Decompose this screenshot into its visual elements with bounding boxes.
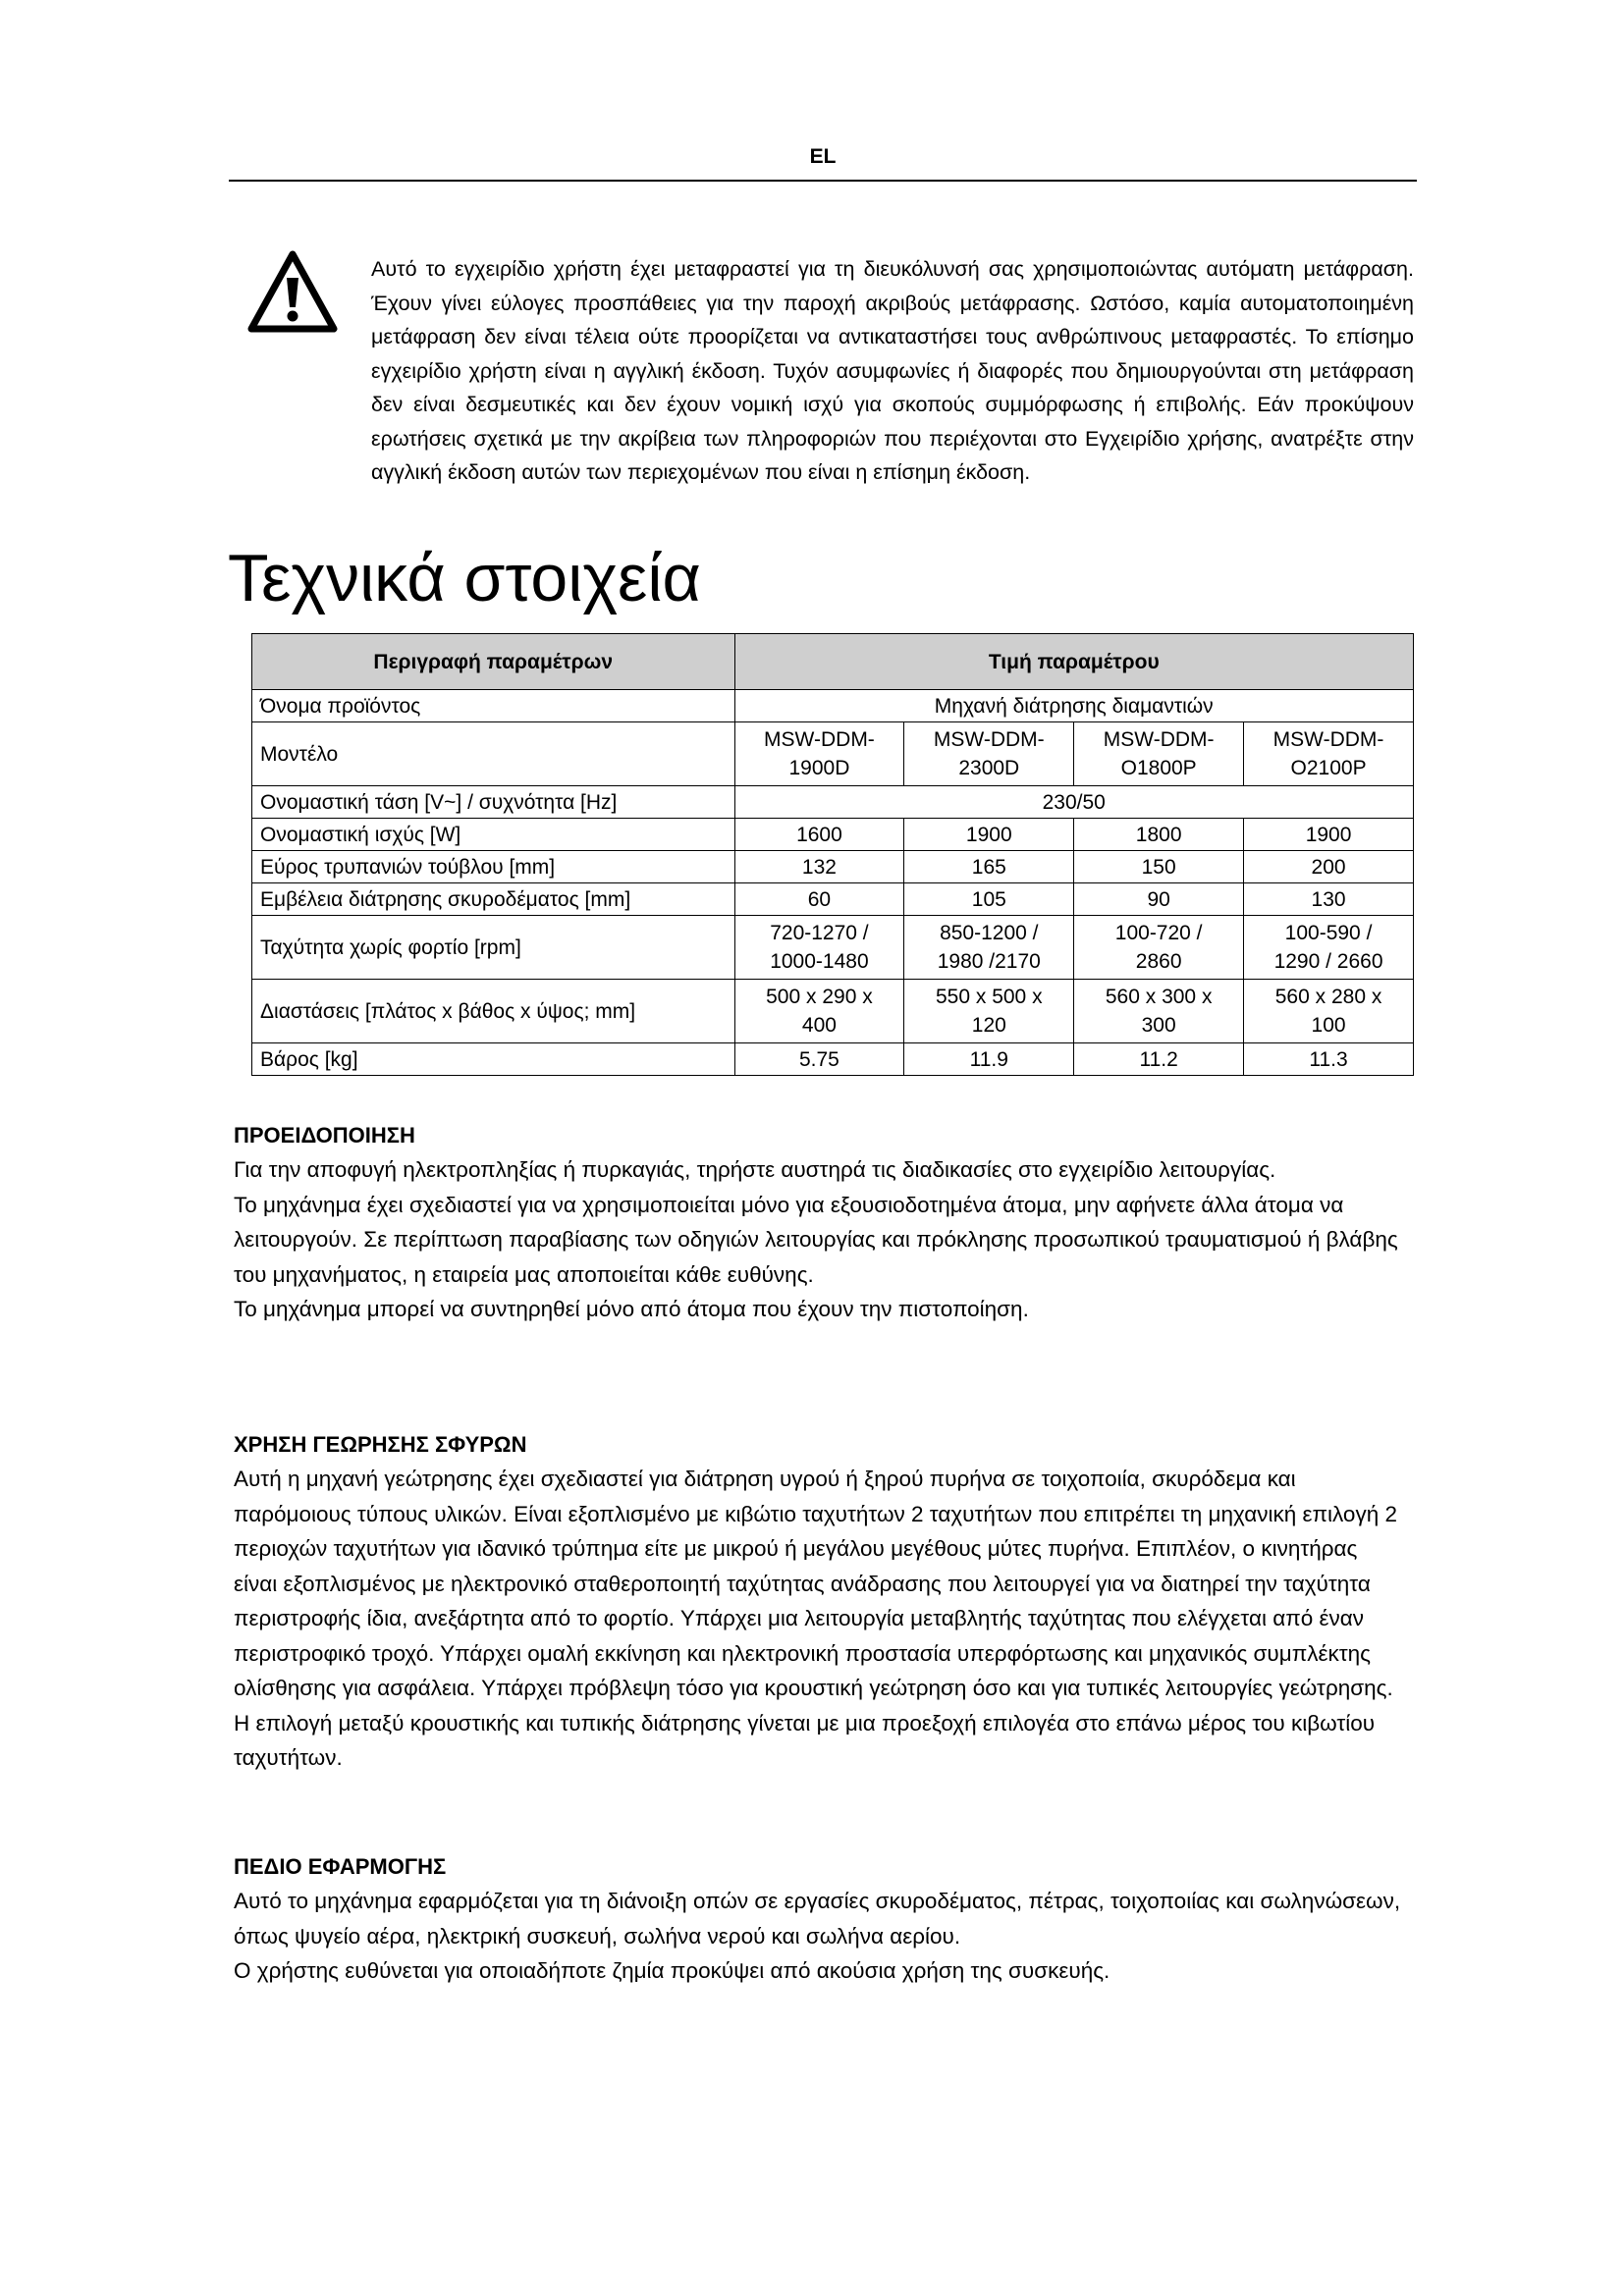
cell-value: 105 bbox=[904, 883, 1074, 916]
cell-value: MSW-DDM- O1800P bbox=[1074, 722, 1244, 786]
row-label: Διαστάσεις [πλάτος x βάθος x ύψος; mm] bbox=[252, 980, 735, 1043]
cell-value: 1900 bbox=[904, 819, 1074, 851]
cell-value: 150 bbox=[1074, 851, 1244, 883]
table-header-row bbox=[252, 634, 1414, 690]
paragraph: Το μηχάνημα έχει σχεδιαστεί για να χρησιμοποιείται μόνο για εξουσιοδοτημένα άτομα, μην αφήνετε άλλα άτομα να λειτουργούν. Σε περίπτωση παραβίασης των οδηγιών λειτουργίας και πρόκλησης προσωπικού τραυματισμού ή βλάβης του μηχανήματος, η εταιρεία μας αποποιείται κάθε ευθύνης. bbox=[234, 1192, 1398, 1287]
cell-value: 720-1270 / 1000-1480 bbox=[734, 916, 904, 980]
cell-value: 132 bbox=[734, 851, 904, 883]
translation-disclaimer: Αυτό το εγχειρίδιο χρήστη έχει μεταφραστεί για τη διευκόλυνσή σας χρησιμοποιώντας αυτόματη μετάφραση. Έχουν γίνει εύλογες προσπάθειες για την παροχή ακριβούς μετάφρασης. Ωστόσο, καμία αυτοματοποιημένη μετάφραση δεν είναι τέλεια ούτε προορίζεται να αντικαταστήσει τους ανθρώπινους μεταφραστές. Το επίσημο εγχειρίδιο χρήστη είναι η αγγλική έκδοση. Τυχόν ασυμφωνίες ή διαφορές που δημιουργούνται στη μετάφραση δεν είναι δεσμευτικές και δεν έχουν νομική ισχύ για σκοπούς συμμόρφωσης ή επιβολής. Εάν προκύψουν ερωτήσεις σχετικά με την ακρίβεια των πληροφοριών που περιέχονται στο Εγχειρίδιο χρήσης, ανατρέξτε στην αγγλική έκδοση αυτών των περιεχομένων που είναι η επίσημη έκδοση. bbox=[371, 257, 1414, 484]
row-label: Μοντέλο bbox=[252, 722, 735, 786]
warning-triangle-icon bbox=[247, 250, 338, 333]
specs-table bbox=[251, 633, 1414, 1076]
table-row bbox=[252, 1043, 1414, 1076]
cell-value: 500 x 290 x 400 bbox=[734, 980, 904, 1043]
cell-value: Μηχανή διάτρησης διαμαντιών bbox=[734, 690, 1414, 722]
row-label: Βάρος [kg] bbox=[252, 1043, 735, 1076]
cell-value: MSW-DDM- O2100P bbox=[1244, 722, 1414, 786]
paragraph: Ο χρήστης ευθύνεται για οποιαδήποτε ζημία προκύψει από ακούσια χρήση της συσκευής. bbox=[234, 1958, 1110, 1983]
row-label: Ονομαστική τάση [V~] / συχνότητα [Hz] bbox=[252, 786, 735, 819]
paragraph: Το μηχάνημα μπορεί να συντηρηθεί μόνο από άτομα που έχουν την πιστοποίηση. bbox=[234, 1297, 1029, 1321]
table-row bbox=[252, 819, 1414, 851]
language-header: EL bbox=[809, 145, 837, 168]
cell-value: MSW-DDM- 1900D bbox=[734, 722, 904, 786]
table-row bbox=[252, 690, 1414, 722]
page-title: Τεχνικά στοιχεία bbox=[228, 541, 701, 615]
cell-value: 165 bbox=[904, 851, 1074, 883]
cell-value: 230/50 bbox=[734, 786, 1414, 819]
cell-value: 200 bbox=[1244, 851, 1414, 883]
cell-value: 90 bbox=[1074, 883, 1244, 916]
cell-value: 850-1200 / 1980 /2170 bbox=[904, 916, 1074, 980]
cell-value: 11.3 bbox=[1244, 1043, 1414, 1076]
row-label: Ταχύτητα χωρίς φορτίο [rpm] bbox=[252, 916, 735, 980]
table-row bbox=[252, 786, 1414, 819]
paragraph: Αυτή η μηχανή γεώτρησης έχει σχεδιαστεί για διάτρηση υγρού ή ξηρού πυρήνα σε τοιχοποιία, σκυρόδεμα και παρόμοιους τύπους υλικών. Είναι εξοπλισμένο με κιβώτιο ταχυτήτων 2 ταχυτήτων που επιτρέπει τη μηχανική επιλογή 2 περιοχών ταχυτήτων για ιδανικό τρύπημα είτε με μικρού ή μεγάλου μεγέθους μύτες πυρήνα. Επιπλέον, ο κινητήρας είναι εξοπλισμένος με ηλεκτρονικό σταθεροποιητή ταχύτητας ανάδρασης που λειτουργεί για να διατηρεί την ταχύτητα περιστροφής ίδια, ανεξάρτητα από το φορτίο. Υπάρχει μια λειτουργία μεταβλητής ταχύτητας που ελέγχεται από έναν περιστροφικό τροχό. Υπάρχει ομαλή εκκίνηση και ηλεκτρονική προστασία υπερφόρτωσης και μηχανικός συμπλέκτης ολίσθησης για ασφάλεια. Υπάρχει πρόβλεψη τόσο για κρουστική γεώτρηση όσο και για τυπικές λειτουργίες γεώτρησης. Η επιλογή μεταξύ κρουστικής και τυπικής διάτρησης γίνεται με μια προεξοχή επιλογέα στο επάνω μέρος του κιβωτίου ταχυτήτων. bbox=[234, 1467, 1397, 1770]
header-value: Τιμή παραμέτρου bbox=[734, 634, 1414, 690]
paragraph: Για την αποφυγή ηλεκτροπληξίας ή πυρκαγιάς, τηρήστε αυστηρά τις διαδικασίες στο εγχειρίδιο λειτουργίας. bbox=[234, 1157, 1276, 1182]
table-row bbox=[252, 722, 1414, 786]
cell-value: 130 bbox=[1244, 883, 1414, 916]
row-label: Ονομαστική ισχύς [W] bbox=[252, 819, 735, 851]
usage-section bbox=[234, 1428, 1404, 1776]
section-heading: ΠΕΔΙΟ ΕΦΑΡΜΟΓΗΣ bbox=[234, 1854, 447, 1879]
section-heading: ΧΡΗΣΗ ΓΕΩΡΗΣΗΣ ΣΦΥΡΩΝ bbox=[234, 1432, 527, 1457]
application-section bbox=[234, 1850, 1404, 1989]
cell-value: 11.2 bbox=[1074, 1043, 1244, 1076]
table-row bbox=[252, 851, 1414, 883]
paragraph: Αυτό το μηχάνημα εφαρμόζεται για τη διάνοιξη οπών σε εργασίες σκυροδέματος, πέτρας, τοιχοποιίας και σωληνώσεων, όπως ψυγείο αέρα, ηλεκτρική συσκευή, σωλήνα νερού και σωλήνα αερίου. bbox=[234, 1889, 1401, 1949]
table-row bbox=[252, 980, 1414, 1043]
cell-value: 1800 bbox=[1074, 819, 1244, 851]
cell-value: 1900 bbox=[1244, 819, 1414, 851]
table-row bbox=[252, 916, 1414, 980]
cell-value: 5.75 bbox=[734, 1043, 904, 1076]
table-row bbox=[252, 883, 1414, 916]
cell-value: 100-720 / 2860 bbox=[1074, 916, 1244, 980]
cell-value: 550 x 500 x 120 bbox=[904, 980, 1074, 1043]
header-rule bbox=[229, 180, 1417, 182]
cell-value: 560 x 280 x 100 bbox=[1244, 980, 1414, 1043]
cell-value: 560 x 300 x 300 bbox=[1074, 980, 1244, 1043]
cell-value: 1600 bbox=[734, 819, 904, 851]
row-label: Όνομα προϊόντος bbox=[252, 690, 735, 722]
warning-section bbox=[234, 1119, 1404, 1327]
row-label: Εύρος τρυπανιών τούβλου [mm] bbox=[252, 851, 735, 883]
cell-value: MSW-DDM- 2300D bbox=[904, 722, 1074, 786]
cell-value: 60 bbox=[734, 883, 904, 916]
row-label: Εμβέλεια διάτρησης σκυροδέματος [mm] bbox=[252, 883, 735, 916]
cell-value: 100-590 / 1290 / 2660 bbox=[1244, 916, 1414, 980]
header-parameter: Περιγραφή παραμέτρων bbox=[252, 634, 735, 690]
section-heading: ΠΡΟΕΙΔΟΠΟΙΗΣΗ bbox=[234, 1123, 415, 1148]
cell-value: 11.9 bbox=[904, 1043, 1074, 1076]
